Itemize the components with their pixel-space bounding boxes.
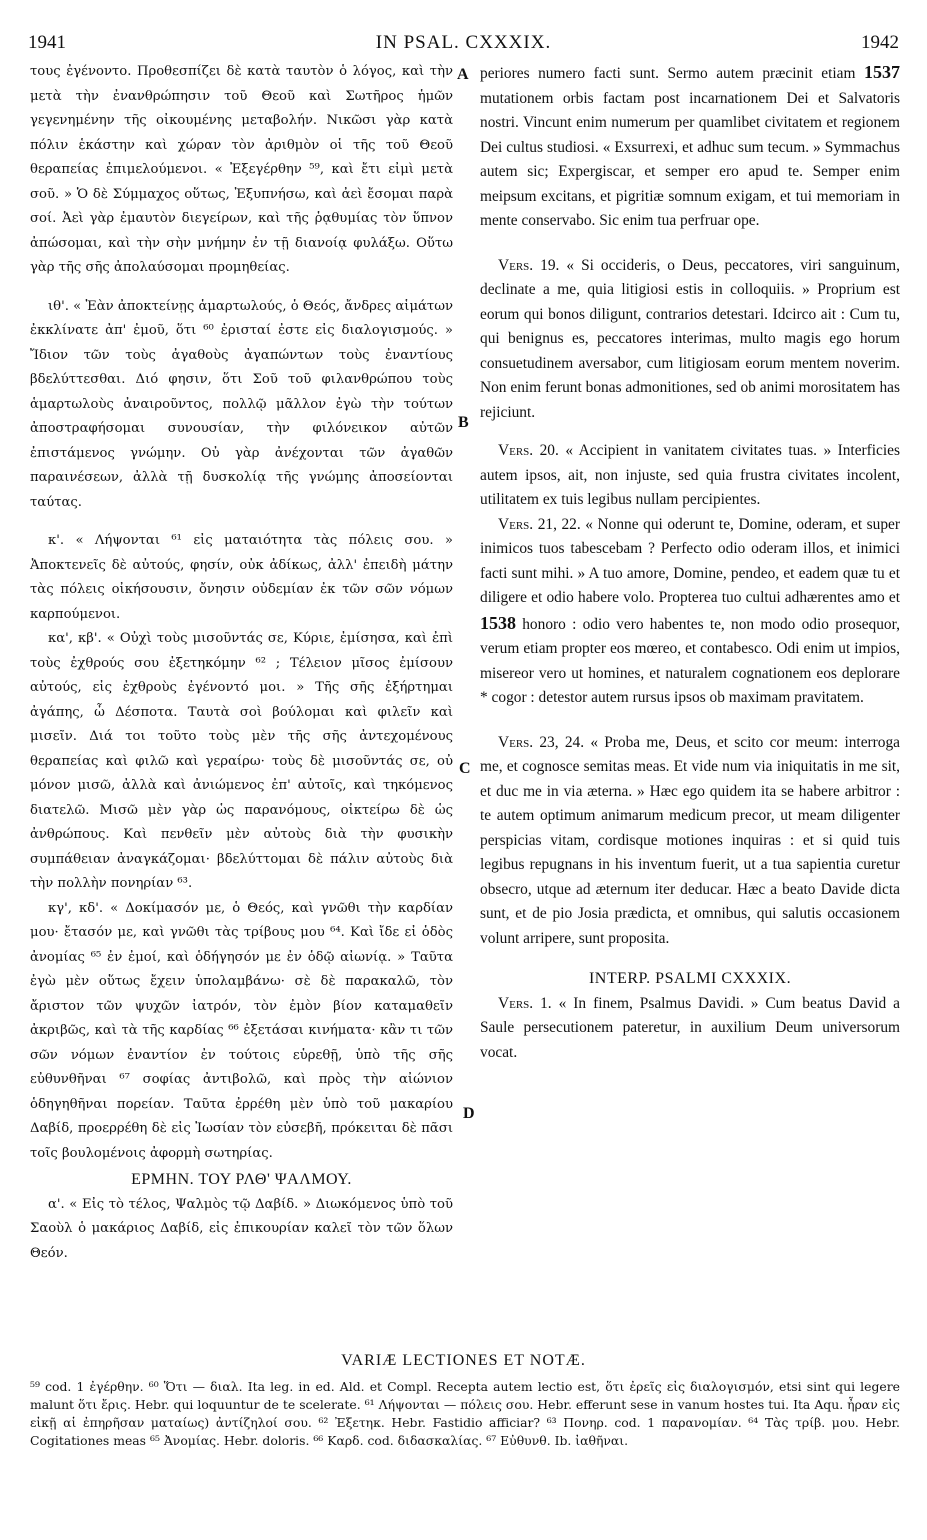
latin-text-vers-1: « In finem, Psalmus Davidi. » Cum beatus David a Saule persecutionem pateretur, in auxilium Deum universorum vocat. (480, 994, 900, 1061)
running-title: IN PSAL. CXXXIX. (375, 32, 552, 53)
latin-text-vers-21-22a: « Nonne qui oderunt te, Domine, oderam, et super inimicos tuos tabescebam ? Perfecto odio oderam illos, et inimici facti sunt mihi. » A tuo amore, Domine, pendeo, et eadem quæ tu et diligere et odio habere volo. Propterea tuo cultui adhærentes amo et (480, 515, 900, 606)
latin-text-vers-23-24: « Proba me, Deus, et scito cor meum: interroga me, et cognosce semitas meas. Et vide num via iniquitatis in me sit, et duc me in via æterna. » Hæc ego quidem ita se habere arbitror : te autem optimum animarum medicum precor, ut meam diligenter perspicias vitam, cordisque motiones inquiras : et si quid tuis legibus repugnans in his inventum fuerit, ut a tua sapientia curetur obsecro, utque ad æternum iter deducar. Hæc a beato Davide dicta sunt, et de pio Josia prædicta, et omnibus, qui salutis occasionem volunt arripere, sunt proposita. (480, 733, 900, 947)
latin-paragraph-1a: periores numero facti sunt. Sermo autem præcinit etiam (480, 65, 856, 82)
latin-text-vers-21-22b: honoro : odio vero habentes te, non modo odio prosequor, verum etiam propter eos mœreo, et contabesco. Odi enim ut impios, misereor vero ut homines, et naturalem cognationem eos deplorare * cogor : detestor autem rursus ipsos ob maximam pravitatem. (480, 615, 900, 706)
notes-text: ⁵⁹ cod. 1 ἐγέρθην. ⁶⁰ Ὅτι — διαλ. Ita leg. in ed. Ald. et Compl. Recepta autem lectio est, ὅτι ἐρεῖς εἰς διαλογισμόν, etsi sint qui legere malunt ὅτι ἔρις. Hebr. qui loquuntur de te scelerate. ⁶¹ Λήψονται — πόλεις σου. Hebr. efferunt sese in vanum hostes tui. Ita Aqu. ἦραν εἰς εἰκῇ αἱ ἐπηρῆσαν ματαίως) ἀντίζηλοί σου. ⁶² Ἐξετηκ. Hebr. Fastidio afficiar? ⁶³ Πονηρ. cod. 1 παρανομίαν. ⁶⁴ Τὰς τρίβ. μου. Hebr. Cogitationes meas ⁶⁵ Ἀνομίας. Hebr. doloris. ⁶⁶ Καρδ. cod. διδασκαλίας. ⁶⁷ Εὐθυνθ. Ib. ἰαθῆναι. (30, 1379, 900, 1448)
page-header (28, 32, 899, 56)
latin-paragraph-1b: mutationem orbis factam post incarnationem Dei et Salvatoris nostri. Vincunt enim numerum per quamlibet civitatem et regionem Dei cultus studiosi. « Exsurrexi, et adhuc sum tecum. » Symmachus autem sic; Expergiscar, et semper ero apud te. Semper enim meipsum excitans, et pigritiæ somnum exigam, et tui memoriam in mente conservabo. Sic enim tua perfruar ope. (480, 89, 900, 229)
column-number-1538: 1538 (480, 612, 516, 633)
greek-paragraph-vers-19: ιθ'. « Ἐὰν ἀποκτείνῃς ἁμαρτωλούς, ὁ Θεός, ἄνδρες αἱμάτων ἐκκλίνατε ἀπ' ἐμοῦ, ὅτι ⁶⁰ ἐρισταί ἐστε εἰς διαλογισμούς. » Ἴδιον τῶν τοὺς ἀγαθοὺς ἀγαπώντων τοὺς ἐναντίους βδελύττεσθαι. Διό φησιν, ὅτι Σοῦ τοῦ φιλανθρώπου τοὺς ἁμαρτωλοὺς ἀναιροῦντος, πολλῷ μᾶλλον ἐγὼ τὴν τούτων ἀποστραφήσομαι συνουσίαν, τὴν φιλόνεικον αὐτῶν ἐπιστάμενος γνώμην. Οὐ γὰρ ἀνέχονται τῶν ἀγαθῶν παραινέσεων, ἀλλὰ τῇ δυσκολίᾳ τῆς γνώμης ἀποσείονται ταύτας. (30, 298, 453, 510)
greek-section-title: ΕΡΜΗΝ. ΤΟΥ ΡΛΘ' ΨΑΛΜΟΥ. (131, 1171, 352, 1188)
margin-marker-d: D (463, 1105, 475, 1122)
column-number-1537: 1537 (864, 62, 900, 82)
vers-21-22-label: Vers. 21, 22. (498, 515, 581, 533)
page-number-left: 1941 (28, 32, 66, 53)
vers-23-24-label: Vers. 23, 24. (498, 733, 585, 751)
greek-paragraph-psalm-139: α'. « Εἰς τὸ τέλος, Ψαλμὸς τῷ Δαβίδ. » Διωκόμενος ὑπὸ τοῦ Σαοὺλ ὁ μακάριος Δαβίδ, εἰς ἐπικουρίαν καλεῖ τὸν τῶν ὅλων Θεόν. (30, 1196, 453, 1261)
latin-paragraph-vers-23-24 (480, 731, 900, 952)
latin-column (480, 60, 900, 1065)
latin-paragraph-psalm-139 (480, 992, 900, 1066)
margin-marker-b: B (458, 414, 469, 431)
latin-paragraph-vers-19 (480, 254, 900, 426)
greek-paragraph-vers-23-24: κγ', κδ'. « Δοκίμασόν με, ὁ Θεός, καὶ γνῶθι τὴν καρδίαν μου· ἔτασόν με, καὶ γνῶθι τὰς τρίβους μου ⁶⁴. Καὶ ἴδε εἰ ὁδὸς ἀνομίας ⁶⁵ ἐν ἐμοί, καὶ ὁδήγησόν με ἐν ὁδῷ αἰωνίᾳ. » Ταῦτα ἐγὼ μὲν οὕτως ἔχειν ὑπολαμβάνω· σὲ δὲ παρακαλῶ, τὸν ἄριστον τῶν ψυχῶν ἰατρόν, τὸν ἐμὸν βίον καταμαθεῖν ἀκριβῶς, καὶ τὰ τῆς καρδίας ⁶⁶ ἐξετάσαι κινήματα· κἂν τι τῶν σῶν νόμων ἐναντίον ἐν τούτοις εὑρεθῇ, ὑπὸ τῆς σῆς εὐθυνθῆναι ⁶⁷ σοφίας ἀντιβολῶ, καὶ πρὸς τὴν αἰώνιον ὁδηγηθῆναι πορείαν. Ταῦτα ἐρρέθη μὲν ὑπὸ τοῦ μακαρίου Δαβίδ, προερρέθη δὲ εἰς Ἰωσίαν τὸν εὐσεβῆ, πρόκειται δὲ πᾶσι τοῖς βουλομένοις ἀφορμὴ σωτηρίας. (30, 900, 453, 1161)
vers-1-label: Vers. 1. (498, 994, 552, 1012)
greek-paragraph-vers-20: κ'. « Λήψονται ⁶¹ εἰς ματαιότητα τὰς πόλεις σου. » Ἀποκτενεῖς δὲ αὐτούς, φησίν, οὐκ ἀδίκως, ἀλλ' ἐπειδὴ μάτην τὰς πόλεις οἰκήσουσιν, ὄνησιν οὐδεμίαν ἐκ τῶν σῶν νόμων καρπούμενοι. (30, 533, 453, 622)
greek-column (30, 60, 453, 1266)
latin-text-vers-19: « Si occideris, o Deus, peccatores, viri sanguinum, declinate a me, quia litigiosi estis in colloquiis. » Proprium est eorum qui bonos diligunt, contrarios detestari. Idcirco ait : Cum tu, qui benignus es, peccatores interimas, multo magis ego horum consuetudinem aversabor, cum litigiosam eorum mentem noverim. Non enim ferunt bonas admonitiones, sed ob animi morositatem has rejiciunt. (480, 256, 900, 421)
notes-title: VARIÆ LECTIONES ET NOTÆ. (341, 1352, 586, 1369)
vers-20-label: Vers. 20. (498, 442, 559, 459)
latin-section-title: INTERP. PSALMI CXXXIX. (588, 970, 792, 987)
page-number-right: 1942 (861, 32, 899, 53)
greek-paragraph-1: τους ἐγένοντο. Προθεσπίζει δὲ κατὰ ταυτὸν ὁ λόγος, καὶ τὴν μετὰ τὴν ἐνανθρώπησιν τοῦ Θεοῦ καὶ Σωτῆρος ἡμῶν γεγενημένην τῆς οἰκουμένης μεταβολήν. Νικῶσι γὰρ κατὰ πόλιν ἑκάστην καὶ χώραν τὸν ἀριθμὸν οἱ τῆς τοῦ Θεοῦ θεραπείας ἐπιμελούμενοι. « Ἐξεγέρθην ⁵⁹, καὶ ἔτι εἰμὶ μετὰ σοῦ. » Ὁ δὲ Σύμμαχος οὕτως, Ἐξυπνήσω, καὶ ἀεὶ ἔσομαι παρὰ σοί. Ἀεὶ γὰρ ἐμαυτὸν διεγείρων, καὶ τῆς ῥᾳθυμίας τὸν ὕπνον ἀπώσομαι, καὶ τὴν σὴν μνήμην ἐν τῇ διανοίᾳ φυλάξω. Οὕτω γὰρ τῆς σῆς ἀπολαύσομαι προμηθείας. (30, 64, 453, 275)
greek-paragraph-vers-21-22: κα', κβ'. « Οὐχὶ τοὺς μισοῦντάς σε, Κύριε, ἐμίσησα, καὶ ἐπὶ τοὺς ἐχθρούς σου ἐξετηκόμην ⁶² ; Τέλειον μῖσος ἐμίσουν αὐτούς, εἰς ἐχθροὺς ἐγένοντό μοι. » Τῆς σῆς ἐξήρτημαι ἀγάπης, ὦ Δέσποτα. Ταυτὰ σοὶ βούλομαι καὶ φιλεῖν καὶ μισεῖν. Διά τοι τοῦτο τοὺς μὲν τῆς σῆς ἀντεχομένους θεραπείας καὶ φιλῶ καὶ γεραίρω· τοὺς δὲ μισοῦντάς σε, οὐ μόνον μισῶ, ἀλλὰ καὶ ἀνιώμενος ἐπ' αὐτοῖς, καὶ τηκόμενος διατελῶ. Μισῶ μὲν γὰρ ὡς παρανόμους, οἰκτείρω δὲ ὡς ἀνθρώπους. Καὶ πενθεῖν μὲν αὐτοὺς διὰ τὴν φυσικὴν συμπάθειαν ἀναγκάζομαι· βδελύττομαι δὲ πάλιν αὐτοὺς διὰ τὴν πολλὴν πονηρίαν ⁶³. (30, 631, 453, 891)
latin-paragraph-vers-20 (480, 439, 900, 513)
latin-paragraph-vers-21-22 (480, 513, 900, 711)
latin-text-vers-20: « Accipient in vanitatem civitates tuas. » Interficies autem ipsos, ait, non injuste, sed quia frustra civitates incolent, utilitatem ex tuis legibus nullam percipientes. (480, 442, 900, 508)
margin-marker-c: C (459, 760, 471, 777)
latin-paragraph-1 (480, 60, 900, 234)
vers-19-label: Vers. 19. (498, 256, 560, 274)
margin-marker-a: A (457, 66, 469, 83)
